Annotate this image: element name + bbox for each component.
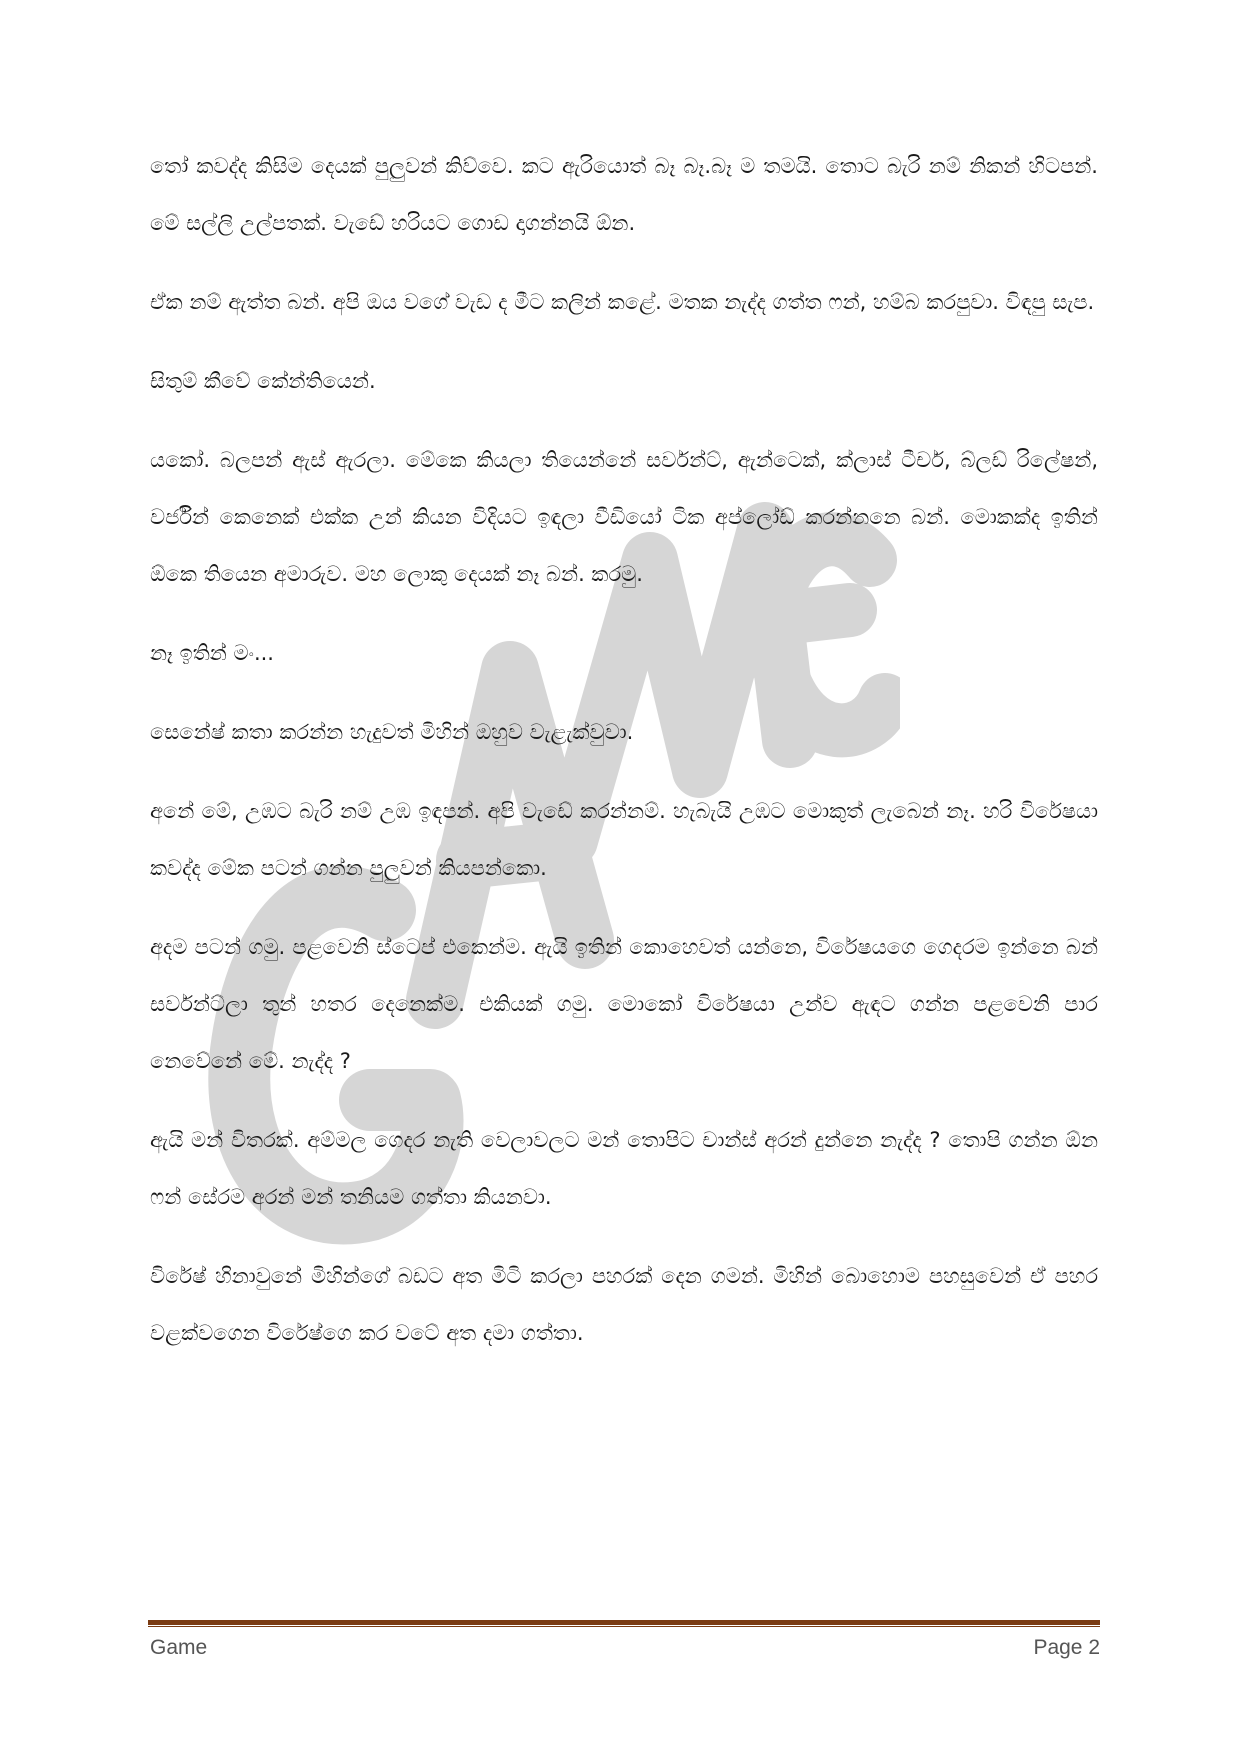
paragraph: නෑ ඉතින් මං... <box>150 641 274 665</box>
paragraph: යකෝ. බලපන් ඇස් ඇරලා. මේකෙ කියලා තියෙන්නේ සර්වන්ට්, ඇන්ටෙක්, ක්ලාස් ටීචර්, බ්ලඩ් රිලේෂන්, වර්ජින් කෙනෙක් එක්ක උන් කියන විදියට ඉඳලා වීඩියෝ ටික අප්ලෝඩ් කරන්නනෙ බන්. මොකක්ද ඉතින් ඕකෙ තියෙන අමාරුව. මහ ලොකු දෙයක් නෑ බන්. කරමු. <box>150 448 1098 586</box>
paragraph: සෙනේෂ් කතා කරන්න හැදුවත් මිහින් ඔහුව වැළැක්වුවා. <box>150 720 634 744</box>
paragraph: ඇයි මන් විතරක්. අම්මල ගෙදර නැති වෙලාවලට මන් තොපිට චාන්ස් අරන් දුන්නෙ නැද්ද ? තොපි ගන්න ඕන ෆන් සේරම අරන් මන් තනියම ගත්තා කියනවා. <box>150 1128 1098 1209</box>
page-number: Page 2 <box>1033 1636 1100 1659</box>
footer-divider-thin <box>148 1626 1100 1627</box>
footer-title: Game <box>150 1636 208 1659</box>
paragraph: විරේෂ් හිනාවුනේ මිහින්ගේ බඩට අත මිටි කරලා පහරක් දෙන ගමන්. මිහින් බොහොම පහසුවෙන් ඒ පහර වළක්වගෙන විරේෂ්ගෙ කර වටේ අත දමා ගත්තා. <box>150 1264 1098 1345</box>
footer-divider-thick <box>148 1620 1100 1625</box>
paragraph: සිතුම් කීවේ කේන්තියෙන්. <box>150 369 376 393</box>
document-body <box>150 138 1098 1384</box>
paragraph: අදම පටන් ගමු. පළවෙනි ස්ටෙප් එකෙන්ම. ඇයි ඉතින් කොහෙවත් යන්නෙ, විරේෂයගෙ ගෙදරම ඉන්නෙ බන් සර්වන්ට්ලා තුන් හතර දෙනෙක්ම. එකියක් ගමු. මොකෝ විරේෂයා උන්ව ඇඳට ගන්න පළවෙනි පාර නෙවේනේ මේ. නැද්ද ? <box>150 935 1098 1073</box>
paragraph: තෝ කවද්ද කිසිම දෙයක් පුලුවන් කිව්වෙ. කට ඇරියොත් බෑ බෑ.බෑ ම තමයි. තොට බැරි නම් නිකන් හිටපන්. මේ සල්ලි උල්පතක්. වැඩේ හරියට ගොඩ දාගන්නයි ඕන. <box>150 154 1098 235</box>
paragraph: අනේ මේ, උඹට බැරි නම් උඹ ඉඳපන්. අපි වැඩේ කරන්නම්. හැබැයි උඹට මොකුත් ලැබෙන් නෑ. හරි විරේෂයා කවද්ද මේක පටන් ගන්න පුලුවන් කියපන්කො. <box>150 799 1098 880</box>
footer-divider <box>148 1620 1100 1627</box>
paragraph: ඒක නම් ඇත්ත බන්. අපි ඔය වගේ වැඩ ද මීට කලින් කළේ. මතක නැද්ද ගත්ත ෆන්, හම්බ කරපුවා. විඳපු සැප. <box>150 290 1095 314</box>
